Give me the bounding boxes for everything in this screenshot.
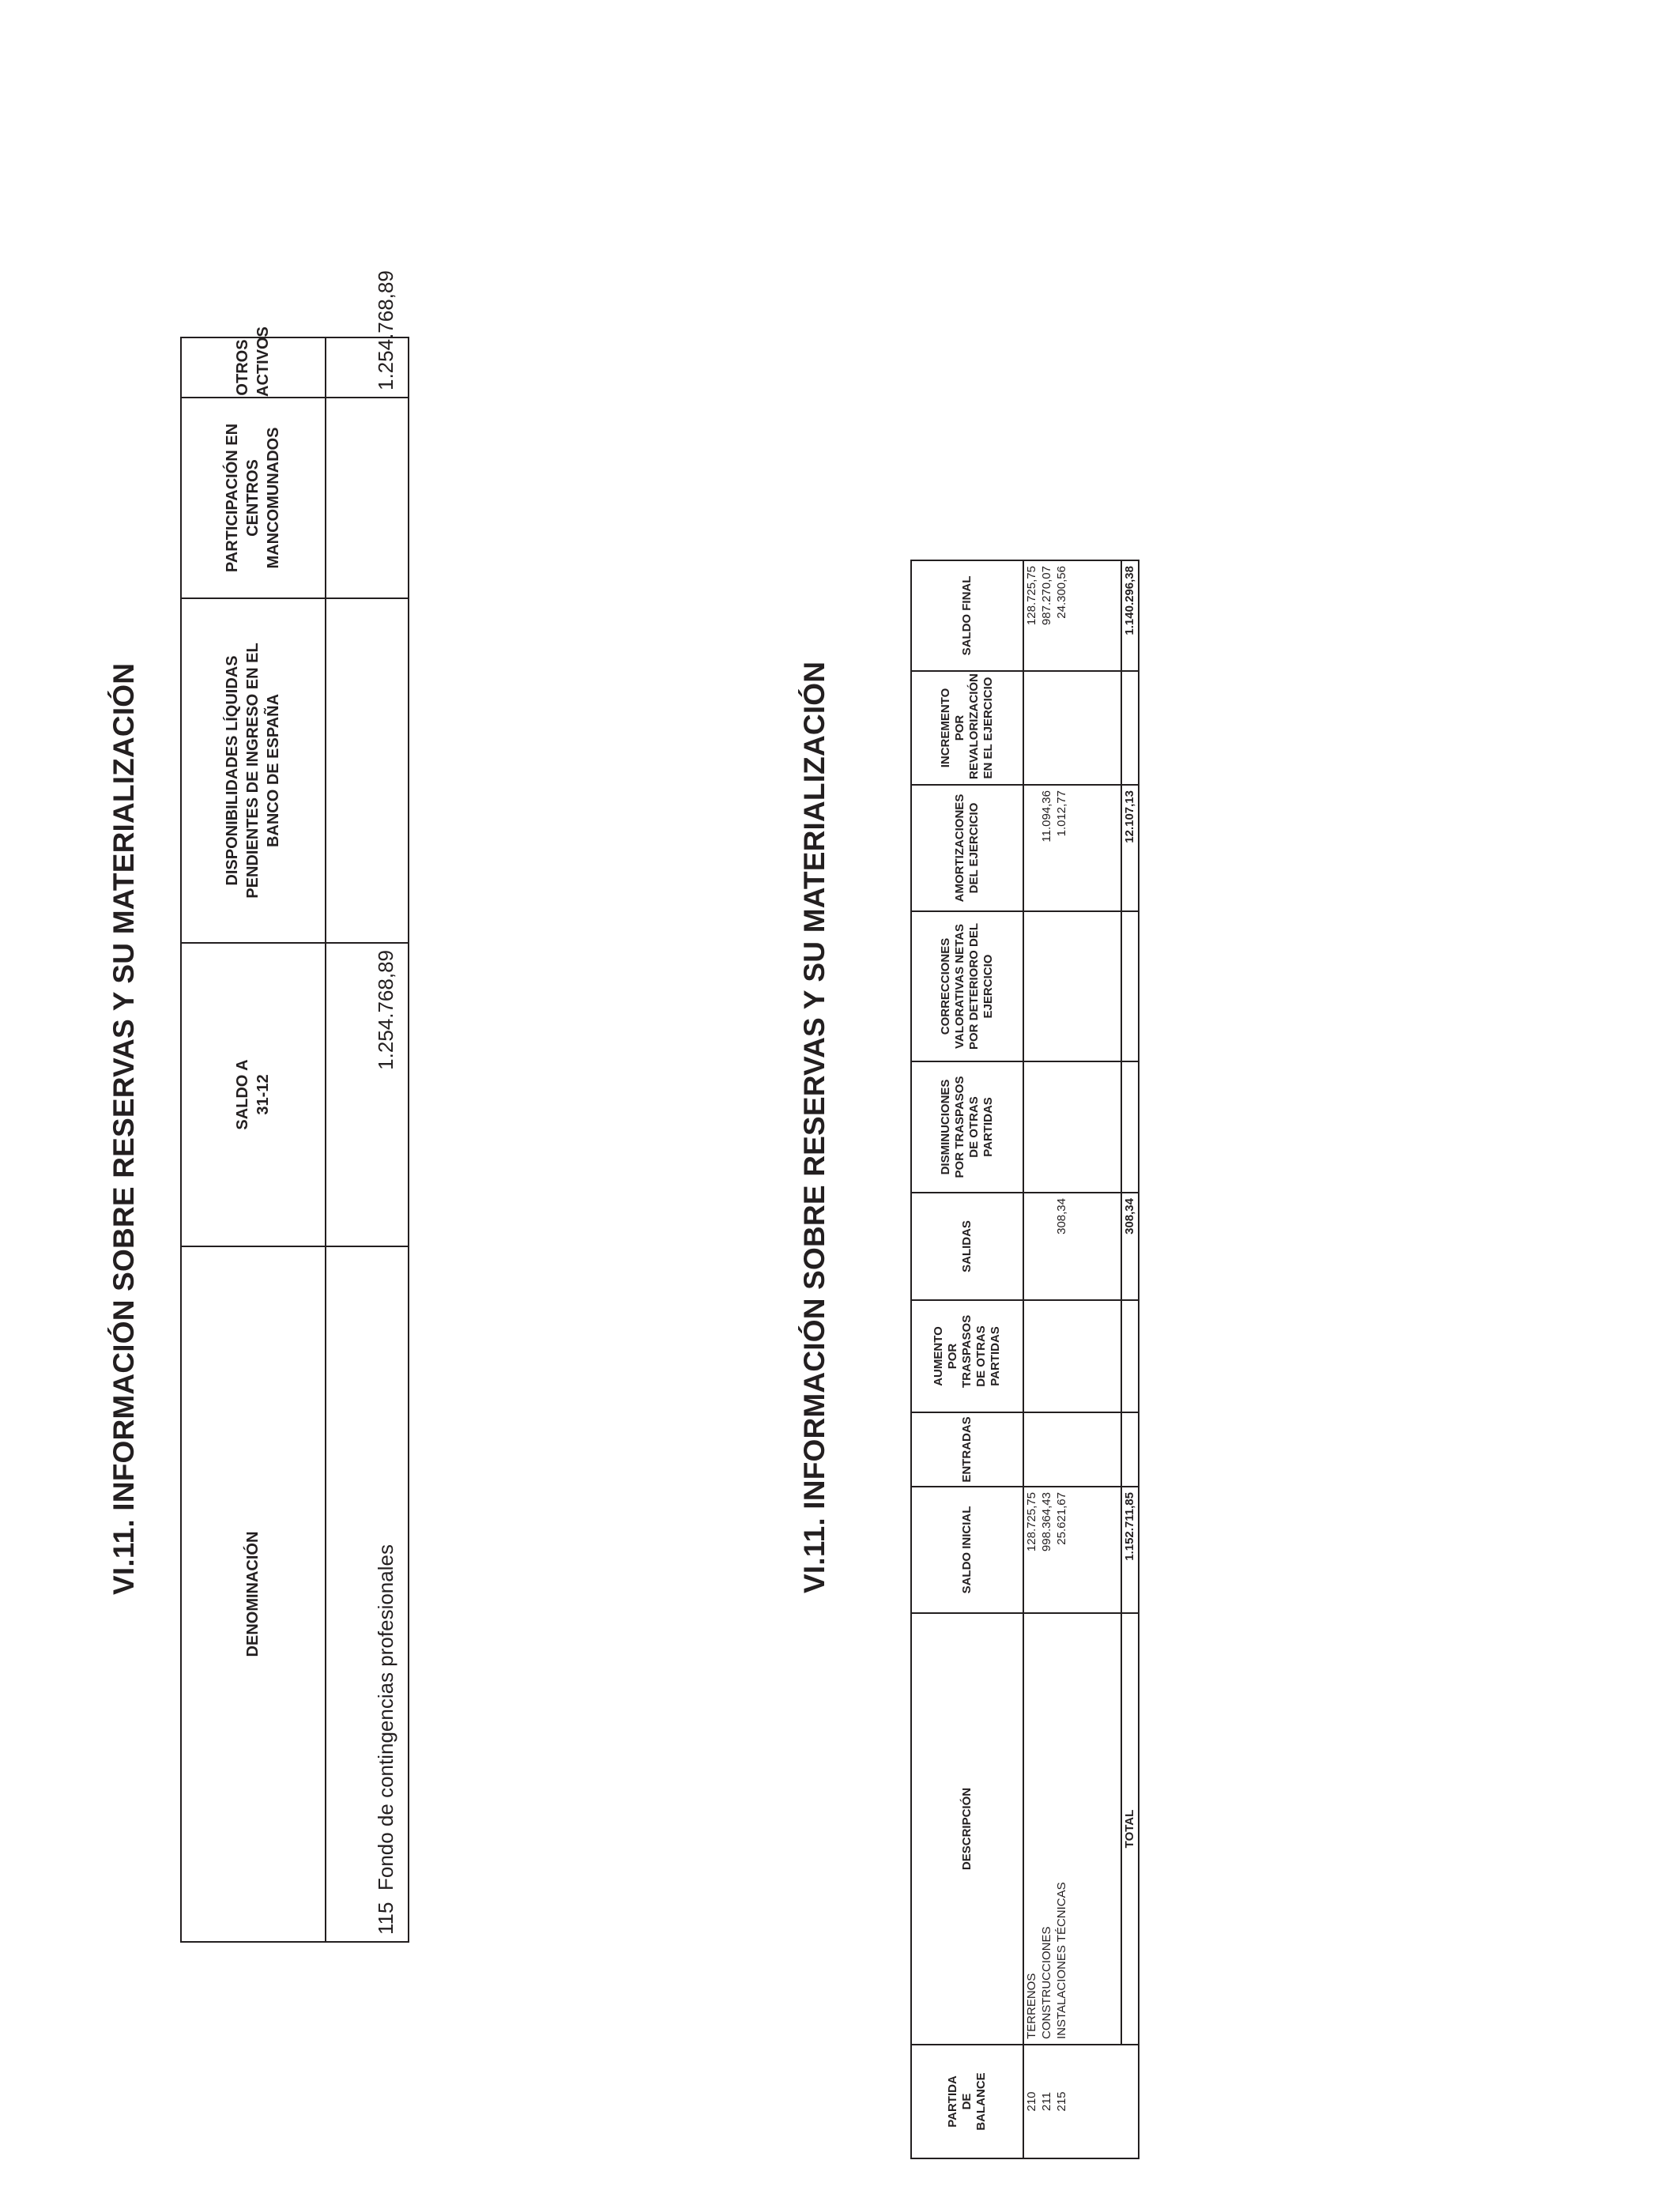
cell-disminuciones: [1039, 1067, 1054, 1187]
header-partida-text: PARTIDA DE BALANCE: [946, 2072, 988, 2131]
table-row: [326, 337, 409, 1942]
cell-amortizaciones: [1024, 790, 1039, 906]
header-entradas: ENTRADAS: [911, 1412, 1023, 1487]
cell-saldo-inicial: 25.621,67: [1055, 1492, 1068, 1545]
cell-salidas: [1039, 1198, 1054, 1295]
cell-incremento: [1024, 677, 1039, 779]
column-entradas: [1023, 1412, 1121, 1487]
header-amortizaciones: [911, 785, 1023, 911]
total-row: [1121, 560, 1139, 2158]
cell-descripcion: INSTALACIONES TÉCNICAS: [1055, 1882, 1068, 2039]
column-disminuciones: [1023, 1061, 1121, 1193]
header-disminuciones-text: DISMINUCIONES POR TRASPASOS DE OTRAS PARTIDAS: [939, 1076, 995, 1178]
section-title-2: VI.11. INFORMACIÓN SOBRE RESERVAS Y SU MATERIALIZACIÓN: [798, 661, 831, 1593]
total-correcciones: [1121, 911, 1139, 1061]
cell-code: 115: [374, 1902, 397, 1935]
table-header-row: [181, 337, 326, 1942]
total-amortizaciones: 12.107,13: [1121, 785, 1139, 911]
header-amortizaciones-text: AMORTIZACIONES DEL EJERCICIO: [953, 794, 981, 903]
total-saldo-final: 1.140.296,38: [1121, 560, 1139, 671]
cell-descripcion: CONSTRUCCIONES: [1040, 1926, 1053, 2039]
cell-partida: 211: [1040, 2092, 1053, 2111]
table-header-row: [911, 560, 1023, 2158]
column-partida: [1023, 2045, 1121, 2158]
total-aumento: [1121, 1300, 1139, 1412]
cell-disponibilidades: [326, 598, 409, 943]
header-disponibilidades-text: DISPONIBILIDADES LÍQUIDAS PENDIENTES DE INGRESO EN EL BANCO DE ESPAÑA: [224, 643, 283, 899]
column-descripcion: [1023, 1613, 1121, 2045]
header-aumento: [911, 1300, 1023, 1412]
cell-saldo-inicial: 998.364,43: [1040, 1492, 1053, 1552]
cell-entradas: [1024, 1418, 1039, 1481]
cell-amortizaciones: 11.094,36: [1040, 790, 1053, 843]
total-label: TOTAL: [1121, 1613, 1139, 2045]
cell-saldo-final: 987.270,07: [1040, 566, 1053, 626]
total-spacer: [1121, 2045, 1139, 2158]
cell-aumento: [1039, 1306, 1054, 1407]
cell-denominacion: [326, 1246, 409, 1942]
cell-saldo-final: 128.725,75: [1025, 566, 1038, 626]
cell-incremento: [1054, 677, 1069, 779]
header-salidas: SALIDAS: [911, 1193, 1023, 1300]
bottom-section: [792, 555, 1139, 2159]
column-aumento: [1023, 1300, 1121, 1412]
assets-movement-table: [910, 560, 1139, 2159]
column-saldo-final: [1023, 560, 1121, 671]
header-participacion: [181, 398, 326, 598]
top-section: [96, 270, 412, 1943]
cell-partida: 210: [1025, 2091, 1038, 2112]
cell-participacion: [326, 398, 409, 598]
section-title-1: VI.11. INFORMACIÓN SOBRE RESERVAS Y SU MATERIALIZACIÓN: [107, 662, 140, 1595]
header-incremento-text: INCREMENTO POR REVALORIZACIÓN EN EL EJERCICIO: [939, 673, 995, 779]
cell-correcciones: [1054, 917, 1069, 1056]
cell-salidas: 308,34: [1055, 1198, 1068, 1235]
header-saldo-inicial: SALDO INICIAL: [911, 1487, 1023, 1613]
cell-amortizaciones: 1.012,77: [1055, 790, 1068, 837]
header-incremento: [911, 671, 1023, 785]
cell-disminuciones: [1054, 1067, 1069, 1187]
header-partida: [911, 2045, 1023, 2158]
header-participacion-text: PARTICIPACIÓN EN CENTROS MANCOMUNADOS: [224, 423, 283, 573]
cell-entradas: [1054, 1418, 1069, 1481]
column-salidas: [1023, 1193, 1121, 1300]
cell-otros-activos: 1.254.768,89: [326, 337, 409, 398]
cell-incremento: [1039, 677, 1054, 779]
total-saldo-inicial: 1.152.711,85: [1121, 1487, 1139, 1613]
table-body-rows: [1023, 560, 1121, 2158]
cell-denominacion-text: Fondo de contingencias profesionales: [374, 1544, 397, 1891]
cell-correcciones: [1024, 917, 1039, 1056]
cell-saldo-final: 24.300,56: [1055, 566, 1068, 619]
header-saldo-final: SALDO FINAL: [911, 560, 1023, 671]
header-saldo: [181, 943, 326, 1246]
total-entradas: [1121, 1412, 1139, 1487]
header-otros-activos: OTROS ACTIVOS: [181, 337, 326, 398]
cell-partida: 215: [1055, 2091, 1068, 2112]
header-correcciones-text: CORRECCIONES VALORATIVAS NETAS POR DETERIORO DEL EJERCICIO: [939, 923, 995, 1050]
cell-disminuciones: [1024, 1067, 1039, 1187]
reserves-table: [180, 270, 409, 1943]
header-descripcion: DESCRIPCIÓN: [911, 1613, 1023, 2045]
cell-correcciones: [1039, 917, 1054, 1056]
cell-entradas: [1039, 1418, 1054, 1481]
column-saldo-inicial: [1023, 1487, 1121, 1613]
column-amortizaciones: [1023, 785, 1121, 911]
header-correcciones: [911, 911, 1023, 1061]
header-denominacion: DENOMINACIÓN: [181, 1246, 326, 1942]
cell-salidas: [1024, 1198, 1039, 1295]
cell-saldo: 1.254.768,89: [326, 943, 409, 1246]
column-incremento: [1023, 671, 1121, 785]
cell-aumento: [1024, 1306, 1039, 1407]
header-disponibilidades: [181, 598, 326, 943]
column-correcciones: [1023, 911, 1121, 1061]
total-disminuciones: [1121, 1061, 1139, 1193]
total-incremento: [1121, 671, 1139, 785]
cell-saldo-inicial: 128.725,75: [1025, 1492, 1038, 1552]
cell-aumento: [1054, 1306, 1069, 1407]
header-disminuciones: [911, 1061, 1023, 1193]
cell-descripcion: TERRENOS: [1025, 1973, 1038, 2039]
header-aumento-text: AUMENTO POR TRASPASOS DE OTRAS PARTIDAS: [932, 1314, 1002, 1388]
total-salidas: 308,34: [1121, 1193, 1139, 1300]
header-saldo-text: SALDO A 31-12: [234, 1059, 273, 1130]
